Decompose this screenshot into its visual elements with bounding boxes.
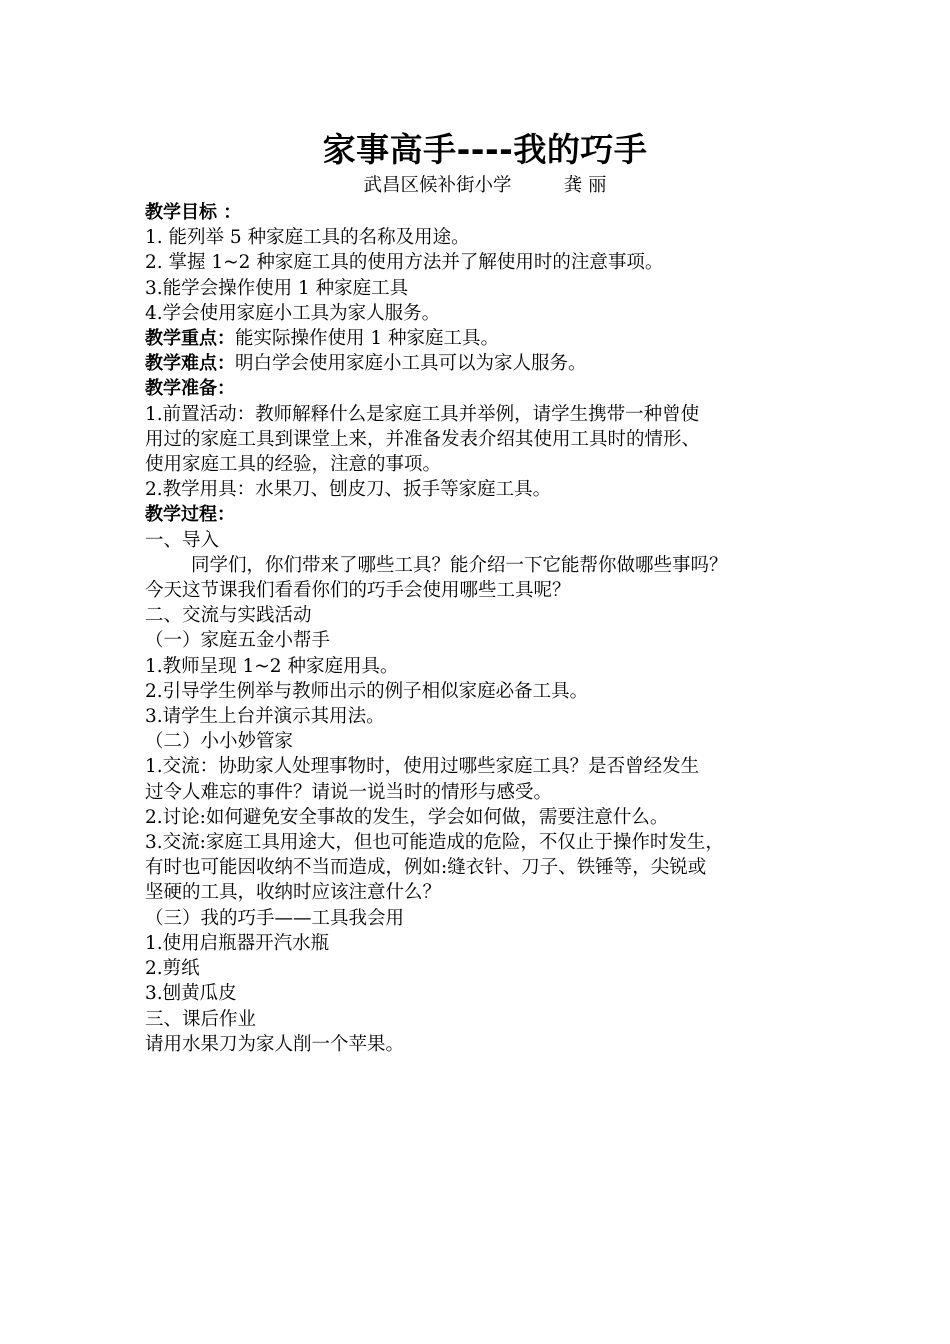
preparation-line: 1.前置活动：教师解释什么是家庭工具并举例，请学生携带一种曾使 [145, 403, 700, 425]
document-title: 家事高手----我的巧手 [322, 130, 648, 169]
list-item: 2.引导学生例举与教师出示的例子相似家庭必备工具。 [145, 680, 589, 702]
list-item: 2.讨论:如何避免安全事故的发生，学会如何做，需要注意什么。 [145, 806, 669, 828]
subsection-heading: （二）小小妙管家 [145, 731, 294, 753]
objective-item: 3.能学会操作使用 1 种家庭工具 [145, 277, 409, 299]
objectives-heading: 教学目标 ： [145, 202, 242, 223]
intro-line: 今天这节课我们看看你们的巧手会使用哪些工具呢？ [145, 580, 571, 602]
preparation-line: 2.教学用具：水果刀、刨皮刀、扳手等家庭工具。 [145, 479, 552, 501]
list-item: 2.剪纸 [145, 958, 200, 980]
document-body [145, 128, 825, 1057]
key-point [145, 326, 825, 351]
difficulty [145, 351, 825, 376]
list-item: 坚硬的工具，收纳时应该注意什么？ [145, 882, 442, 904]
homework-text: 请用水果刀为家人削一个苹果。 [145, 1033, 405, 1055]
preparation-heading: 教学准备： [145, 378, 235, 400]
preparation-line: 用过的家庭工具到课堂上来，并准备发表介绍其使用工具时的情形、 [145, 428, 701, 450]
list-item: 3.交流:家庭工具用途大，但也可能造成的危险，不仅止于操作时发生， [145, 832, 724, 854]
section-heading: 一、导入 [145, 529, 220, 551]
difficulty-label: 教学难点： [145, 353, 235, 375]
subsection-heading: （三）我的巧手——工具我会用 [145, 907, 405, 929]
key-point-label: 教学重点： [145, 328, 235, 350]
list-item: 3.请学生上台并演示其用法。 [145, 706, 385, 728]
process-heading: 教学过程： [145, 504, 235, 526]
objective-item: 2. 掌握 1~2 种家庭工具的使用方法并了解使用时的注意事项。 [145, 252, 664, 274]
list-item: 过令人难忘的事件？请说一说当时的情形与感受。 [145, 781, 553, 803]
key-point-text: 能实际操作使用 1 种家庭工具。 [235, 328, 500, 350]
list-item: 1.交流：协助家人处理事物时，使用过哪些家庭工具？是否曾经发生 [145, 756, 700, 778]
objective-item: 1. 能列举 5 种家庭工具的名称及用途。 [145, 227, 470, 249]
section-heading: 三、课后作业 [145, 1008, 257, 1030]
list-item: 1.使用启瓶器开汽水瓶 [145, 932, 330, 954]
preparation-line: 使用家庭工具的经验，注意的事项。 [145, 454, 442, 476]
school-name: 武昌区候补街小学 [363, 175, 512, 196]
author-name: 龚 丽 [563, 175, 607, 196]
subsection-heading: （一）家庭五金小帮手 [145, 630, 331, 652]
difficulty-text: 明白学会使用家庭小工具可以为家人服务。 [235, 353, 587, 375]
list-item: 3.刨黄瓜皮 [145, 983, 237, 1005]
list-item: 有时也可能因收纳不当而造成，例如:缝衣针、刀子、铁锤等，尖锐或 [145, 857, 707, 879]
byline [145, 172, 825, 200]
intro-line: 同学们，你们带来了哪些工具？能介绍一下它能帮你做哪些事吗？ [191, 554, 728, 576]
objective-item: 4.学会使用家庭小工具为家人服务。 [145, 302, 441, 324]
list-item: 1.教师呈现 1~2 种家庭用具。 [145, 655, 399, 677]
section-heading: 二、交流与实践活动 [145, 605, 312, 627]
